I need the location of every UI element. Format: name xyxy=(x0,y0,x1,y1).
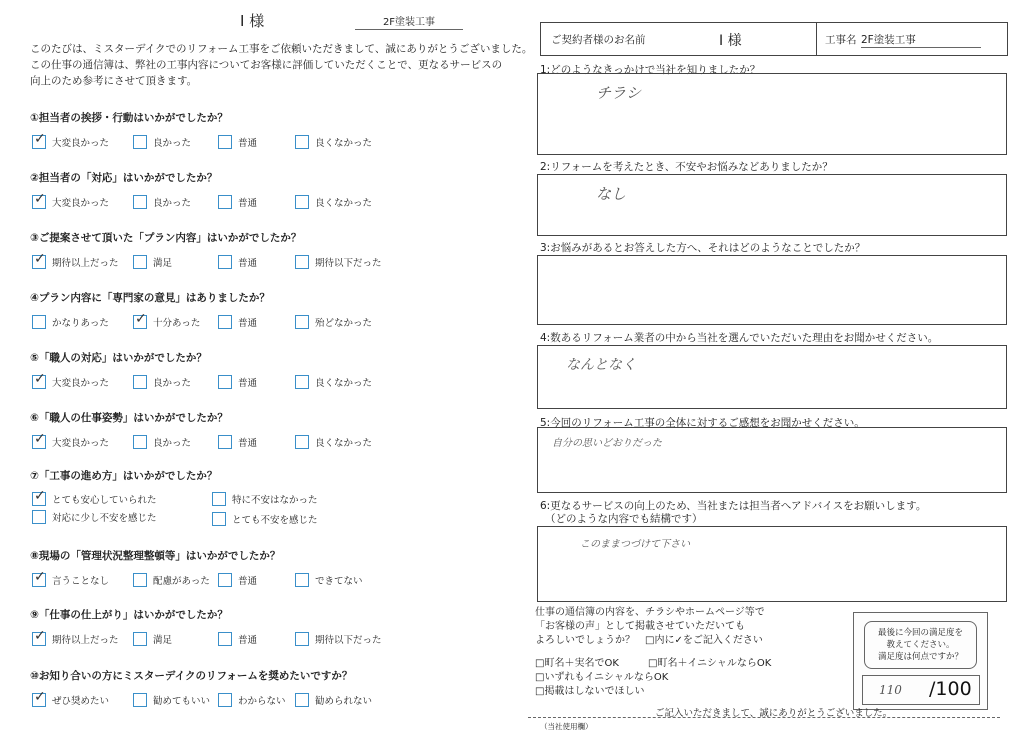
option-label: 期待以上だった xyxy=(52,635,119,646)
checkbox[interactable] xyxy=(295,693,309,707)
question-6-option-2[interactable] xyxy=(133,435,191,449)
question-4-option-2[interactable] xyxy=(133,315,200,329)
question-2-option-3[interactable] xyxy=(218,195,257,209)
score-value-field[interactable] xyxy=(862,675,980,705)
option-label: 勧められない xyxy=(315,696,373,707)
checkbox[interactable] xyxy=(32,195,46,209)
free-question-3: 3:お悩みがあるとお答えした方へ、それはどのようなことでしたか？ xyxy=(540,242,866,254)
checkbox[interactable] xyxy=(32,693,46,707)
question-8-option-2[interactable] xyxy=(133,573,210,587)
checkbox[interactable] xyxy=(133,195,147,209)
publish-option-2[interactable]: □町名＋イニシャルならOK xyxy=(648,658,772,669)
question-5-option-1[interactable] xyxy=(32,375,109,389)
option-label: 普通 xyxy=(238,438,258,449)
free-question-5: 5:今回のリフォーム工事の全体に対するご感想をお聞かせください。 xyxy=(540,417,865,429)
question-7-option-1[interactable] xyxy=(32,492,157,506)
customer-name: I 様 xyxy=(240,12,265,30)
option-label: 普通 xyxy=(238,258,258,269)
question-4-option-3[interactable] xyxy=(218,315,257,329)
checkbox[interactable] xyxy=(295,435,309,449)
option-label: 良かった xyxy=(153,138,192,149)
checkbox[interactable] xyxy=(218,435,232,449)
option-label: わからない xyxy=(238,696,286,707)
question-4-option-4[interactable] xyxy=(295,315,372,329)
checkbox[interactable] xyxy=(133,573,147,587)
score-max: /100 xyxy=(929,678,972,700)
question-10-text: ⑩お知り合いの方にミスターデイクのリフォームを奨めたいですか？ xyxy=(30,670,353,682)
option-label: 普通 xyxy=(238,378,258,389)
question-4-option-1[interactable] xyxy=(32,315,109,329)
question-7-option-3[interactable] xyxy=(32,510,157,524)
publish-consent-text: 仕事の通信簿の内容を、チラシやホームページ等で 「お客様の声」として掲載させていただいても よろしいでしょうか？ □内に✓をご記入ください xyxy=(535,607,765,646)
answer-box-2[interactable] xyxy=(537,174,1007,236)
checkbox[interactable] xyxy=(133,375,147,389)
checkbox[interactable] xyxy=(218,195,232,209)
question-8-option-3[interactable] xyxy=(218,573,257,587)
question-2-text: ②担当者の「対応」はいかがでしたか？ xyxy=(30,172,218,184)
project-name-right: 2F塗装工事 xyxy=(861,32,981,48)
option-label: 普通 xyxy=(238,318,258,329)
checkbox[interactable] xyxy=(133,632,147,646)
question-7-text: ⑦「工事の進め方」はいかがでしたか？ xyxy=(30,470,218,482)
question-2-option-1[interactable] xyxy=(32,195,109,209)
question-2-option-4[interactable] xyxy=(295,195,372,209)
question-3-option-1[interactable] xyxy=(32,255,119,269)
answer-box-3[interactable] xyxy=(537,255,1007,325)
office-use-label: （当社使用欄） xyxy=(540,722,593,731)
option-label: 対応に少し不安を感じた xyxy=(52,513,157,524)
question-9-option-1[interactable] xyxy=(32,632,119,646)
checkbox[interactable] xyxy=(32,375,46,389)
checkbox[interactable] xyxy=(218,375,232,389)
question-7-option-4[interactable] xyxy=(212,512,318,526)
question-4-text: ④プラン内容に「専門家の意見」はありましたか？ xyxy=(30,292,270,304)
checkbox[interactable] xyxy=(218,135,232,149)
option-label: 満足 xyxy=(153,635,173,646)
option-label: 期待以下だった xyxy=(315,258,382,269)
free-question-2: 2:リフォームを考えたとき、不安やお悩みなどありましたか？ xyxy=(540,161,833,173)
option-label: 期待以下だった xyxy=(315,635,382,646)
question-8-text: ⑧現場の「管理状況整理整頓等」はいかがでしたか？ xyxy=(30,550,281,562)
checkbox[interactable] xyxy=(218,693,232,707)
option-label: 特に不安はなかった xyxy=(232,495,318,506)
option-label: とても安心していられた xyxy=(52,495,157,506)
option-label: とても不安を感じた xyxy=(232,515,318,526)
answer-text-2: なし xyxy=(596,185,627,203)
checkbox[interactable] xyxy=(133,135,147,149)
question-10-option-3[interactable] xyxy=(218,693,286,707)
checkbox[interactable] xyxy=(295,315,309,329)
checkbox[interactable] xyxy=(295,255,309,269)
project-name: 2F塗装工事 xyxy=(355,13,463,30)
option-label: 普通 xyxy=(238,138,258,149)
checkbox[interactable] xyxy=(295,135,309,149)
option-label: 大変良かった xyxy=(52,438,110,449)
publish-option-4[interactable]: □掲載はしないでほしい xyxy=(535,686,645,697)
answer-text-6: このままつづけて下さい xyxy=(580,539,690,550)
option-label: 良かった xyxy=(153,438,192,449)
checkbox[interactable] xyxy=(133,255,147,269)
score-prompt: 最後に今回の満足度を 教えてください。 満足度は何点ですか？ xyxy=(864,621,977,669)
option-label: 大変良かった xyxy=(52,378,110,389)
question-1-option-1[interactable] xyxy=(32,135,109,149)
question-8-option-4[interactable] xyxy=(295,573,363,587)
question-5-option-3[interactable] xyxy=(218,375,257,389)
publish-option-1[interactable]: □町名＋実名でOK xyxy=(535,658,619,669)
checkbox[interactable] xyxy=(32,435,46,449)
question-3-option-3[interactable] xyxy=(218,255,257,269)
answer-box-5[interactable] xyxy=(537,427,1007,493)
option-label: 普通 xyxy=(238,576,258,587)
option-label: 言うことなし xyxy=(52,576,110,587)
checkbox[interactable] xyxy=(32,510,46,524)
option-label: 普通 xyxy=(238,635,258,646)
question-6-option-1[interactable] xyxy=(32,435,109,449)
question-1-text: ①担当者の挨拶・行動はいかがでしたか？ xyxy=(30,112,228,124)
option-label: 期待以上だった xyxy=(52,258,119,269)
free-question-6-note: （どのような内容でも結構です） xyxy=(545,513,703,525)
question-1-option-2[interactable] xyxy=(133,135,191,149)
checkbox[interactable] xyxy=(295,632,309,646)
satisfaction-score-box xyxy=(853,612,988,710)
option-label: できてない xyxy=(315,576,363,587)
question-1-option-4[interactable] xyxy=(295,135,372,149)
question-6-text: ⑥「職人の仕事姿勢」はいかがでしたか？ xyxy=(30,412,228,424)
divider xyxy=(816,23,817,55)
checkbox[interactable] xyxy=(218,632,232,646)
office-use-divider xyxy=(528,717,1000,718)
score-value: 110 xyxy=(879,683,902,697)
answer-box-4[interactable] xyxy=(537,345,1007,409)
question-8-option-1[interactable] xyxy=(32,573,109,587)
checkbox[interactable] xyxy=(32,135,46,149)
question-3-text: ③ご提案させて頂いた「プラン内容」はいかがでしたか？ xyxy=(30,232,302,244)
checkbox[interactable] xyxy=(212,492,226,506)
question-5-option-2[interactable] xyxy=(133,375,191,389)
intro-text: このたびは、ミスターデイクでのリフォーム工事をご依頼いただきまして、誠にありがとうございました。 この仕事の通信簿は、弊社の工事内容についてお客様に評価していただくことで、更なるサービスの 向上のため参考にさせて頂きます。 xyxy=(30,43,533,87)
question-9-option-4[interactable] xyxy=(295,632,382,646)
checkbox[interactable] xyxy=(218,255,232,269)
answer-text-1: チラシ xyxy=(596,84,642,102)
checkbox[interactable] xyxy=(212,512,226,526)
option-label: 配慮があった xyxy=(153,576,210,587)
answer-text-5: 自分の思いどおりだった xyxy=(552,438,662,449)
option-label: 勧めてもいい xyxy=(153,696,211,707)
option-label: 良くなかった xyxy=(315,378,373,389)
checkbox[interactable] xyxy=(32,255,46,269)
question-6-option-4[interactable] xyxy=(295,435,372,449)
question-5-option-4[interactable] xyxy=(295,375,372,389)
question-3-option-2[interactable] xyxy=(133,255,172,269)
question-6-option-3[interactable] xyxy=(218,435,257,449)
checkbox[interactable] xyxy=(32,315,46,329)
option-label: 良くなかった xyxy=(315,198,373,209)
checkbox[interactable] xyxy=(32,492,46,506)
free-question-4: 4:数あるリフォーム業者の中から当社を選んでいただいた理由をお聞かせください。 xyxy=(540,332,939,344)
checkbox[interactable] xyxy=(218,573,232,587)
customer-label: ご契約者様のお名前 xyxy=(551,34,646,46)
checkbox[interactable] xyxy=(133,693,147,707)
answer-box-1[interactable] xyxy=(537,73,1007,155)
checkbox[interactable] xyxy=(295,573,309,587)
question-10-option-1[interactable] xyxy=(32,693,109,707)
question-7-option-2[interactable] xyxy=(212,492,318,506)
project-label: 工事名 xyxy=(825,34,857,46)
question-9-option-3[interactable] xyxy=(218,632,257,646)
question-9-option-2[interactable] xyxy=(133,632,172,646)
option-label: かなりあった xyxy=(52,318,109,329)
checkbox[interactable] xyxy=(133,315,147,329)
publish-option-3[interactable]: □いずれもイニシャルならOK xyxy=(535,672,669,683)
question-2-option-2[interactable] xyxy=(133,195,191,209)
option-label: 普通 xyxy=(238,198,258,209)
question-3-option-4[interactable] xyxy=(295,255,382,269)
checkbox[interactable] xyxy=(295,195,309,209)
checkbox[interactable] xyxy=(218,315,232,329)
option-label: 良かった xyxy=(153,198,192,209)
question-10-option-4[interactable] xyxy=(295,693,372,707)
option-label: 良くなかった xyxy=(315,138,373,149)
question-9-text: ⑨「仕事の仕上がり」はいかがでしたか？ xyxy=(30,609,228,621)
option-label: 殆どなかった xyxy=(315,318,373,329)
question-10-option-2[interactable] xyxy=(133,693,210,707)
checkbox[interactable] xyxy=(295,375,309,389)
answer-box-6[interactable] xyxy=(537,526,1007,602)
option-label: 大変良かった xyxy=(52,138,110,149)
checkbox[interactable] xyxy=(32,632,46,646)
question-1-option-3[interactable] xyxy=(218,135,257,149)
checkbox[interactable] xyxy=(133,435,147,449)
option-label: 大変良かった xyxy=(52,198,110,209)
option-label: 十分あった xyxy=(153,318,201,329)
question-5-text: ⑤「職人の対応」はいかがでしたか？ xyxy=(30,352,207,364)
customer-info-frame xyxy=(540,22,1008,56)
option-label: 満足 xyxy=(153,258,173,269)
free-question-6: 6:更なるサービスの向上のため、当社または担当者へアドバイスをお願いします。 xyxy=(540,500,927,512)
thanks-text: ご記入いただきまして、誠にありがとうございました。 xyxy=(655,708,893,719)
option-label: ぜひ奨めたい xyxy=(52,696,110,707)
answer-text-4: なんとなく xyxy=(566,357,636,373)
option-label: 良かった xyxy=(153,378,192,389)
checkbox[interactable] xyxy=(32,573,46,587)
free-question-1: 1:どのようなきっかけで当社を知りましたか？ xyxy=(540,64,761,76)
customer-name-right: I 様 xyxy=(719,33,742,49)
option-label: 良くなかった xyxy=(315,438,373,449)
